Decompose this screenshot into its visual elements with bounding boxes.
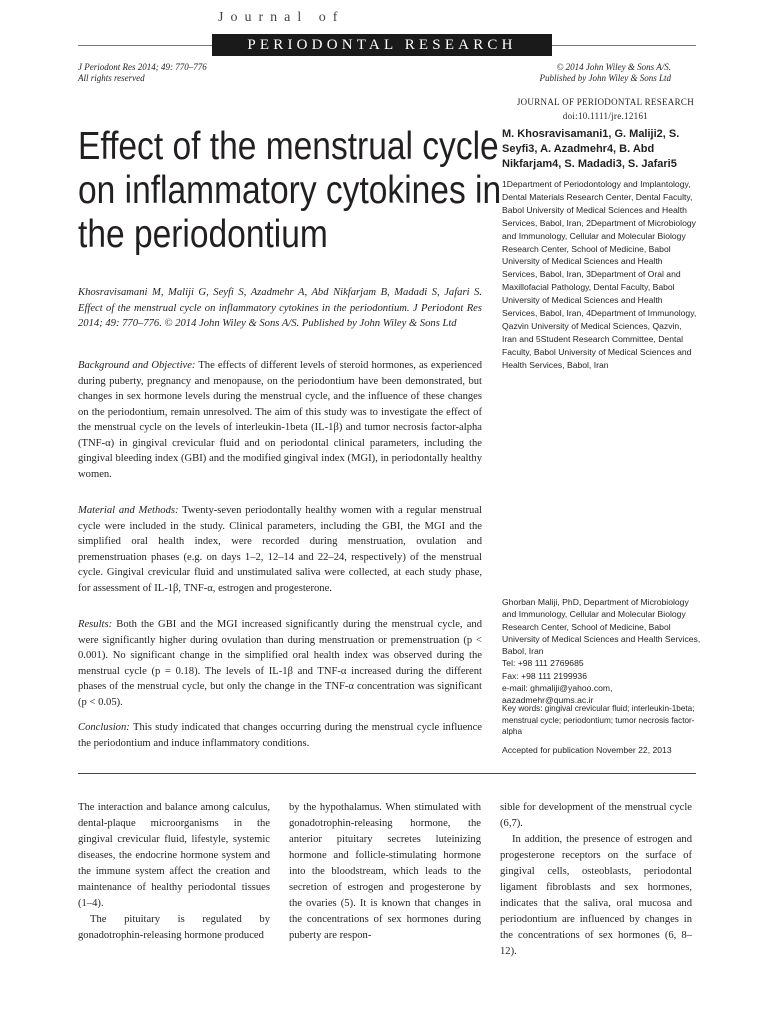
correspondence-tel: Tel: +98 111 2769685: [502, 658, 584, 669]
conclusion-text: This study indicated that changes occurring during the menstrual cycle influence the periodontium and induce inflammatory conditions.: [78, 722, 482, 749]
section-divider: [78, 773, 696, 774]
abstract-methods: [78, 503, 482, 596]
methods-label: Material and Methods:: [78, 505, 179, 516]
correspondence-name: Ghorban Maliji, PhD, Department of Microbiology and Immunology, Cellular and Molecular Biology Research Center, School of Medicine, Babol University of Medical Sciences and Health Services, Babol, Iran: [502, 597, 701, 657]
title-line-3: the periodontium: [78, 213, 328, 256]
correspondence-block: [502, 596, 702, 707]
results-label: Results:: [78, 619, 113, 630]
abstract-results: [78, 617, 482, 710]
body-column-1: [78, 800, 270, 944]
affiliations: 1Department of Periodontology and Implantology, Dental Materials Research Center, Dental Faculty, Babol University of Medical Sciences and Health Services, Babol, Iran, 2Department of Microbiology and Immunology, Cellular and Molecular Biology Research Center, School of Medicine, Babol University of Medical Sciences and Health Services, Babol, Iran, 3Department of Oral and Maxillofacial Pathology, Dental Faculty, Babol University of Medical Sciences and Health Services, Babol, Iran, 4Department of Immunology, Qazvin University of Medical Sciences, Qazvin, Iran and 5Student Research Committee, Dental Faculty, Babol University of Medical Sciences and Health Services, Babol, Iran: [502, 179, 697, 370]
background-text: The effects of different levels of steroid hormones, as experienced during puberty, pregnancy and menopause, on the periodontium have been demonstrated, but changes in sex hormone levels during the menstrual cycle, and the influence of these changes on the periodontium, remain unresolved. The aim of this study was to investigate the effect of the menstrual cycle on the levels of interleukin-1beta (IL-1β) and tumor necrosis factor-alpha (TNF-α) in gingival crevicular fluid and on periodontal clinical parameters, including the gingival bleeding index (GBI) and the modified gingival index (MGI), in periodontally healthy women.: [78, 360, 483, 480]
body-column-2: [289, 800, 481, 944]
journal-of-wordmark: Journal of: [218, 10, 345, 25]
journal-title-band: PERIODONTAL RESEARCH: [212, 34, 552, 56]
rights-reserved: All rights reserved: [78, 73, 145, 83]
accepted-date: Accepted for publication November 22, 2013: [502, 745, 672, 755]
doi[interactable]: doi:10.1111/jre.12161: [562, 111, 649, 121]
citation-right: [540, 62, 671, 84]
body-paragraph: In addition, the presence of estrogen and progesterone receptors on the surface of gingival cells, osteoblasts, periodontal ligament fibroblasts and sex hormones, indicates that the saliva, oral mucosa and periodontium are influenced by changes in the concentrations of sex hormones (6, 8–12).: [500, 834, 692, 957]
citation-left: [78, 62, 207, 84]
correspondence-email-2[interactable]: aazadmehr@qums.ac.ir: [502, 695, 594, 706]
correspondence-email[interactable]: e-mail: ghmaliji@yahoo.com,: [502, 683, 613, 694]
citation-block: Khosravisamani M, Maliji G, Seyfi S, Azadmehr A, Abd Nikfarjam B, Madadi S, Jafari S. Effect of the menstrual cycle on inflammatory cytokines in the periodontium. J Periodont Res 2014; 49: 770–776. © 2014 John Wiley & Sons A/S. Published by John Wiley & Sons Ltd: [78, 287, 482, 329]
background-label: Background and Objective:: [78, 360, 196, 371]
body-paragraph: The pituitary is regulated by gonadotrophin-releasing hormone produced: [78, 914, 270, 941]
abstract-background: [78, 358, 482, 482]
citation-volume: J Periodont Res 2014; 49: 770–776: [78, 62, 207, 72]
publisher-line: Published by John Wiley & Sons Ltd: [539, 73, 671, 83]
journal-header: [517, 95, 694, 123]
article-title: [78, 125, 502, 257]
body-paragraph: by the hypothalamus. When stimulated with gonadotrophin-releasing hormone, the anterior pituitary secretes luteinizing hormone and follicle-stimulating hormone into the bloodstream, which leads to the secretion of estrogen and progesterone by the ovaries (5). It is known that changes in the concentrations of sex hormones during puberty are respon-: [289, 802, 481, 941]
body-paragraph: sible for development of the menstrual cycle (6,7).: [500, 802, 692, 829]
title-line-2: on inflammatory cytokines in: [78, 169, 502, 212]
methods-text: Twenty-seven periodontally healthy women with a regular menstrual cycle were included in the study. Clinical parameters, including the GBI, the MGI and the simplified oral health index, were recorded during menstruation, ovulation and premenstruation phases (e.g. on days 1–2, 12–14 and 22–24, respectively) of the menstrual cycle. Gingival crevicular fluid and unstimulated saliva were collected, at each study phase, for assessment of IL-1β, TNF-α, estrogen and progesterone.: [78, 505, 482, 594]
body-paragraph: The interaction and balance among calculus, dental-plaque microorganisms in the gingival crevicular fluid, lifestyle, systemic diseases, the endocrine hormone system and the immune system affect the creation and maintenance of healthy periodontal tissues (1–4).: [78, 802, 270, 909]
journal-name: JOURNAL OF PERIODONTAL RESEARCH: [516, 97, 694, 107]
conclusion-label: Conclusion:: [78, 722, 130, 733]
title-line-1: Effect of the menstrual cycle: [78, 125, 499, 168]
abstract-conclusion: [78, 720, 482, 751]
keywords: Key words: gingival crevicular fluid; interleukin-1beta; menstrual cycle; periodontium; tumor necrosis factor-alpha: [502, 704, 695, 736]
correspondence-fax: Fax: +98 111 2199936: [502, 670, 587, 681]
author-list: M. Khosravisamani1, G. Maliji2, S. Seyfi3, A. Azadmehr4, B. Abd Nikfarjam4, S. Madadi3, S. Jafari5: [502, 128, 680, 170]
body-column-3: [500, 800, 692, 960]
results-text: Both the GBI and the MGI increased significantly during the menstrual cycle, and were significantly higher during ovulation than during menstruation or premenstruation (p < 0.001). No significant change in the simplified oral health index was observed during the menstrual cycle (p = 0.18). The levels of IL-1β and TNF-α increased during the different phases of the menstrual cycle, but only the change in the TNF-α concentration was significant (p < 0.05).: [78, 619, 482, 708]
copyright-line: © 2014 John Wiley & Sons A/S.: [556, 62, 671, 72]
